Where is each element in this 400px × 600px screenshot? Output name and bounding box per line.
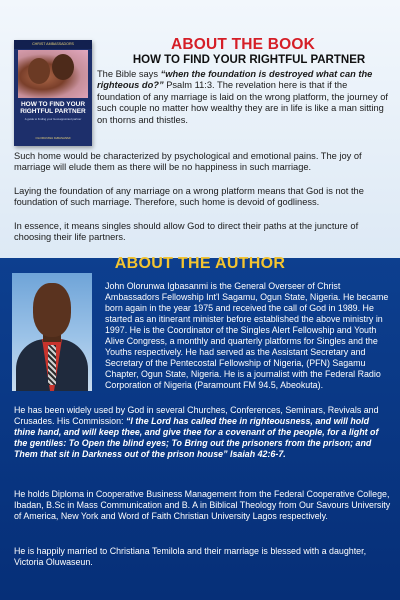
about-author-heading: ABOUT THE AUTHOR [114, 255, 286, 272]
author-paragraph-2: He has been widely used by God in several Churches, Conferences, Seminars, Revivals and Crusades. His Commission: “I the Lord has called thee in righteousness, and will hold thine hand, and will keep thee, and give thee for a covenant of the people, for a light of the gentiles: To Open the blind eyes; To Bring out the prisoners from the prison; and Them that sit in Darkness out of the prison house” Isaiah 42:6-7. [14, 405, 379, 459]
cover-author: OLORUNWA IGBASANMI [35, 136, 71, 140]
book-paragraph-3: Laying the foundation of any marriage on a wrong platform means that God is not the foundation of such marriage. Therefore, such home is devoid of godliness. [14, 186, 364, 208]
book-cover-image [14, 40, 92, 146]
author-bio: John Olorunwa Igbasanmi is the General Overseer of Christ Ambassadors Fellowship Int'l Sagamu, Ogun State, Nigeria. He became born again in the year 1975 and received the call of God in 1989. He started as an itinerant minister before established the above ministry in 1997. He is the Coordinator of the Singles Alert Fellowship and Youth Alive Congress, a monthly and quarterly platforms for Singles and the Youths respectively. He had served as the Assistant Secretary and Secretary of the Pentecostal Fellowship of Nigeria, (PFN) Sagamu Chapter, Ogun State, Nigeria. He is a journalist with the Federal Radio Corporation of Nigeria (Paramount FM 94.5, Abeokuta). [105, 281, 389, 390]
book-paragraph-4: In essence, it means singles should allow God to direct their paths at the juncture of choosing their life partners. [14, 221, 359, 243]
cover-couple-photo [18, 50, 88, 98]
author-paragraph-4: He is happily married to Christiana Temilola and their marriage is blessed with a daughter, Victoria Oluwaseun. [14, 546, 367, 567]
cover-subtitle: A guide to finding your God-appointed partner [24, 117, 82, 121]
cover-title: HOW TO FIND YOUR RIGHTFUL PARTNER [20, 101, 86, 115]
isaiah-quote: “I the Lord has called thee in righteousness, and will hold thine hand, and will keep thee, and give thee for a covenant of the people, for a light of the gentiles: To Open the blind eyes; To Bring out the prisoners from the prison; and Them that sit in Darkness out of the prison house” Isaiah 42:6-7. [14, 416, 379, 459]
book-title-heading: HOW TO FIND YOUR RIGHTFUL PARTNER [132, 54, 366, 66]
cover-top-strip [14, 40, 92, 49]
book-paragraph-1: The Bible says “when the foundation is destroyed what can the righteous do?” Psalm 11:3. The revelation here is that if the foundation of any marriage is laid on the wrong platform, the journey of such couple no matter how wealthy they are in life is like a man sitting on thorns and thistles. [97, 69, 388, 125]
psalm-quote: “when the foundation is destroyed what can the righteous do?” [97, 69, 373, 91]
about-book-heading: ABOUT THE BOOK [170, 36, 316, 53]
cover-top-text: CHRIST AMBASSADORS [32, 42, 74, 46]
book-paragraph-2: Such home would be characterized by psychological and emotional pains. The joy of marriage will elude them as there will be no happiness in such marriage. [14, 151, 362, 173]
author-photo [12, 273, 92, 391]
author-paragraph-3: He holds Diploma in Cooperative Business Management from the Federal Cooperative College, Ibadan, B.Sc in Mass Communication and B. A in Biblical Theology from Our Savours University of America, New York and Word of Faith Christian University Lagos respectively. [14, 489, 391, 521]
